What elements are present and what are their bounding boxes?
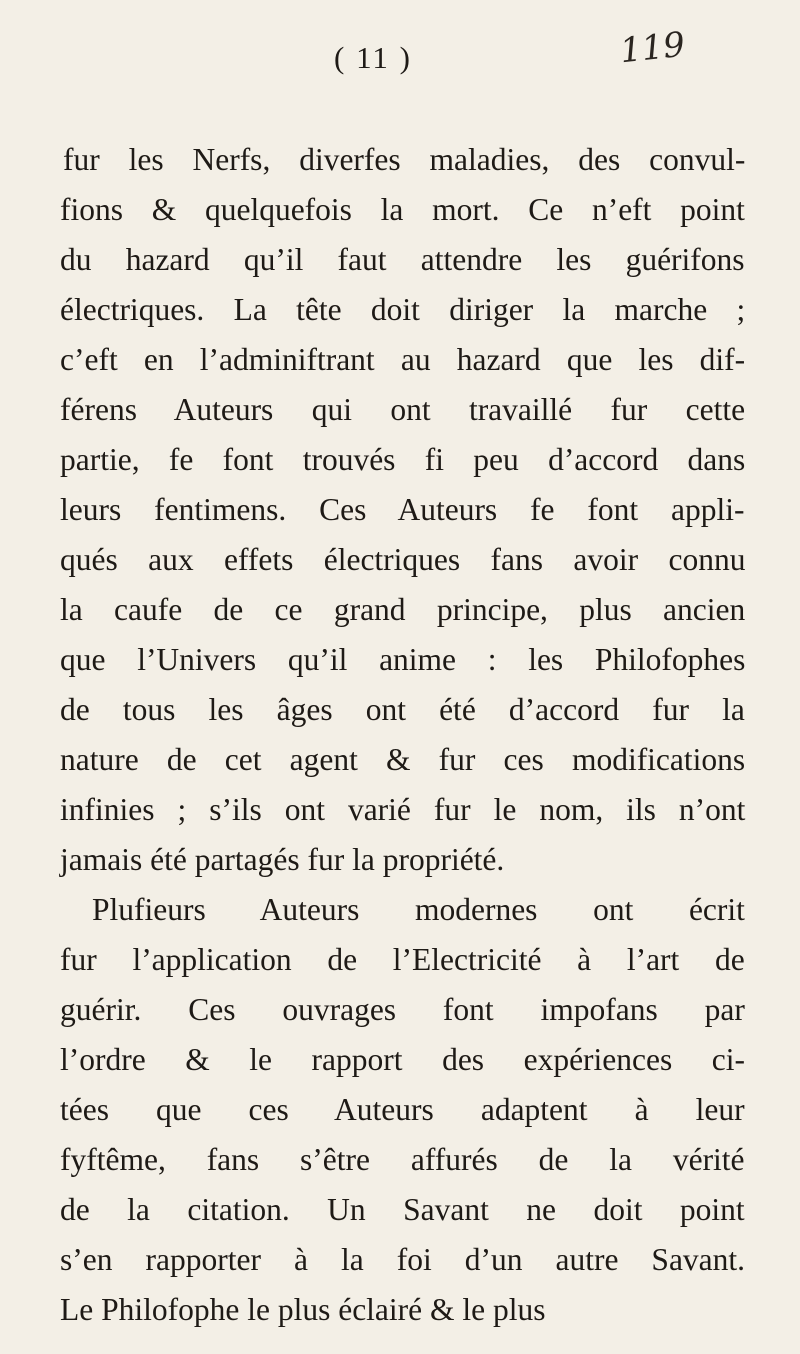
text-line: férens Auteurs qui ont travaillé fur cette <box>60 392 746 427</box>
text-line: nature de cet agent & fur ces modifications <box>60 742 746 777</box>
text-line: que l’Univers qu’il anime : les Philofophes <box>60 642 746 677</box>
text-line: qués aux effets électriques fans avoir connu <box>60 542 746 577</box>
text-line: Le Philofophe le plus éclairé & le plus <box>60 1292 546 1327</box>
text-line: partie, fe font trouvés fi peu d’accord dans <box>60 442 746 477</box>
text-line: de la citation. Un Savant ne doit point <box>60 1192 745 1227</box>
text-line: c’eft en l’adminiftrant au hazard que les dif- <box>60 342 746 377</box>
text-line: s’en rapporter à la foi d’un autre Savant. <box>60 1242 746 1277</box>
text-line: fions & quelquefois la mort. Ce n’eft point <box>60 192 745 227</box>
text-line: fur les Nerfs, diverfes maladies, des convul- <box>63 142 746 177</box>
text-line: fur l’application de l’Electricité à l’art de <box>60 942 745 977</box>
text-line: infinies ; s’ils ont varié fur le nom, ils n’ont <box>60 792 746 827</box>
text-line: tées que ces Auteurs adaptent à leur <box>60 1092 745 1127</box>
text-line: du hazard qu’il faut attendre les guérifons <box>60 242 745 277</box>
page-number: ( 11 ) <box>334 40 412 75</box>
text-line: de tous les âges ont été d’accord fur la <box>60 692 745 727</box>
text-line: électriques. La tête doit diriger la marche ; <box>60 292 746 327</box>
text-line: l’ordre & le rapport des expériences ci- <box>60 1042 746 1077</box>
text-line: jamais été partagés fur la propriété. <box>60 842 505 877</box>
text-line: fyftême, fans s’être affurés de la vérité <box>60 1142 745 1177</box>
text-line: guérir. Ces ouvrages font impofans par <box>60 992 745 1027</box>
handwritten-page-annotation: 119 <box>618 24 687 72</box>
text-line: la caufe de ce grand principe, plus ancien <box>60 592 746 627</box>
text-line: Plufieurs Auteurs modernes ont écrit <box>92 892 745 927</box>
text-line: leurs fentimens. Ces Auteurs fe font appli- <box>60 492 745 527</box>
